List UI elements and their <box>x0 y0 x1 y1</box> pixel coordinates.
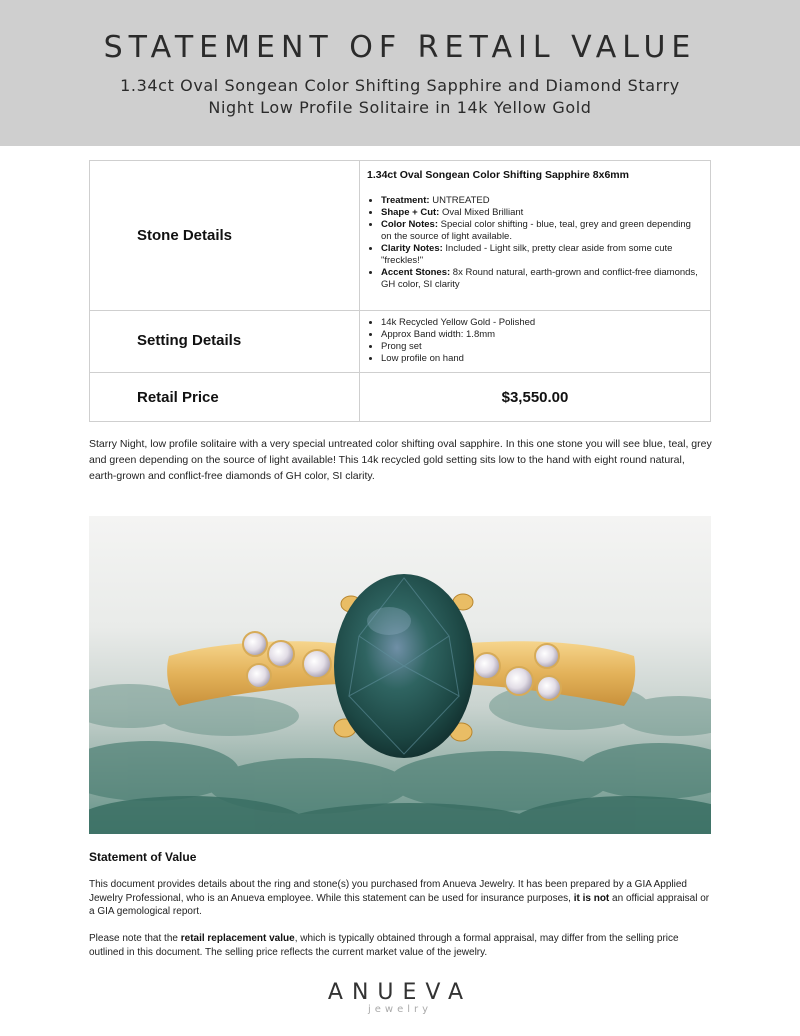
list-item <box>381 243 701 267</box>
color-notes-value: Special color shifting - blue, teal, grey and green depending on the source of light available. <box>381 219 691 242</box>
treatment-key: Treatment: <box>381 195 430 206</box>
shape-cut-value: Oval Mixed Brilliant <box>439 207 524 218</box>
statement-paragraph-2 <box>89 932 714 959</box>
p1-bold: it is not <box>573 892 610 904</box>
retail-price-value: $3,550.00 <box>501 389 569 406</box>
color-notes-key: Color Notes: <box>381 219 438 230</box>
list-item: • 14k Recycled Yellow Gold - Polished <box>381 317 701 329</box>
retail-price-row <box>90 373 710 421</box>
setting-details-list <box>367 317 701 365</box>
list-item: • Low profile on hand <box>381 353 701 365</box>
setting-details-value-cell <box>360 311 710 372</box>
brand-logo: ANUEVA <box>327 980 473 1005</box>
stone-details-label-cell <box>90 161 360 310</box>
stone-heading: 1.34ct Oval Songean Color Shifting Sapphire 8x6mm <box>367 169 629 181</box>
treatment-value: UNTREATED <box>429 195 490 206</box>
p2-text: Please note that the <box>89 933 181 944</box>
document-title: STATEMENT OF RETAIL VALUE <box>103 30 697 65</box>
list-item: • Approx Band width: 1.8mm <box>381 329 701 341</box>
product-description: Starry Night, low profile solitaire with a very special untreated color shifting oval sapphire. In this one stone you will see blue, teal, grey and green depending on the source of light available! This 14k recycled gold setting sits low to the hand with eight round natural, earth-grown and conflict-free diamonds of GH color, SI clarity. <box>89 438 712 482</box>
stone-details-label: Stone Details <box>137 227 233 244</box>
accent-stones-key: Accent Stones: <box>381 267 451 278</box>
accent-stones-value: 8x Round natural, earth-grown and conflict-free diamonds, GH color, SI clarity <box>381 267 698 290</box>
retail-price-value-cell <box>360 373 710 421</box>
list-item <box>381 207 701 219</box>
list-item: • Prong set <box>381 341 701 353</box>
p2-text-end: , which is typically obtained through a formal appraisal, may differ from the selling price outlined in this document. The selling price reflects the current market value of the jewelry. <box>89 933 679 958</box>
clarity-notes-value: Included - Light silk, pretty clear aside from some cute "freckles!" <box>381 243 673 266</box>
list-item <box>381 267 701 291</box>
retail-price-label: Retail Price <box>137 389 219 406</box>
stone-details-list <box>367 195 701 291</box>
clarity-notes-key: Clarity Notes: <box>381 243 443 254</box>
stone-details-row <box>90 161 710 311</box>
p2-bold: retail replacement value <box>180 933 295 944</box>
setting-details-label: Setting Details <box>137 332 242 349</box>
retail-price-label-cell <box>90 373 360 421</box>
p1-text-end: an official appraisal or a GIA gemological report. <box>89 892 710 917</box>
stone-details-value-cell <box>360 161 710 310</box>
statement-heading: Statement of Value <box>89 850 197 864</box>
brand-tagline: jewelry <box>367 1004 433 1015</box>
setting-details-label-cell <box>90 311 360 372</box>
list-item <box>381 219 701 243</box>
header-banner <box>0 0 800 146</box>
document-subtitle: 1.34ct Oval Songean Color Shifting Sapphire and Diamond Starry Night Low Profile Solitaire in 14k Yellow Gold <box>120 76 680 117</box>
list-item <box>381 195 701 207</box>
statement-paragraph-1 <box>89 878 714 919</box>
ring-photo-illustration <box>89 516 711 834</box>
setting-details-row <box>90 311 710 373</box>
ring-photo <box>89 516 711 834</box>
details-table <box>89 160 711 422</box>
shape-cut-key: Shape + Cut: <box>381 207 440 218</box>
p1-text: This document provides details about the ring and stone(s) you purchased from Anueva Jewelry. It has been prepared by a GIA Applied Jewelry Professional, who is an Anueva employee. While this statement can be used for insurance purposes, <box>89 879 687 904</box>
